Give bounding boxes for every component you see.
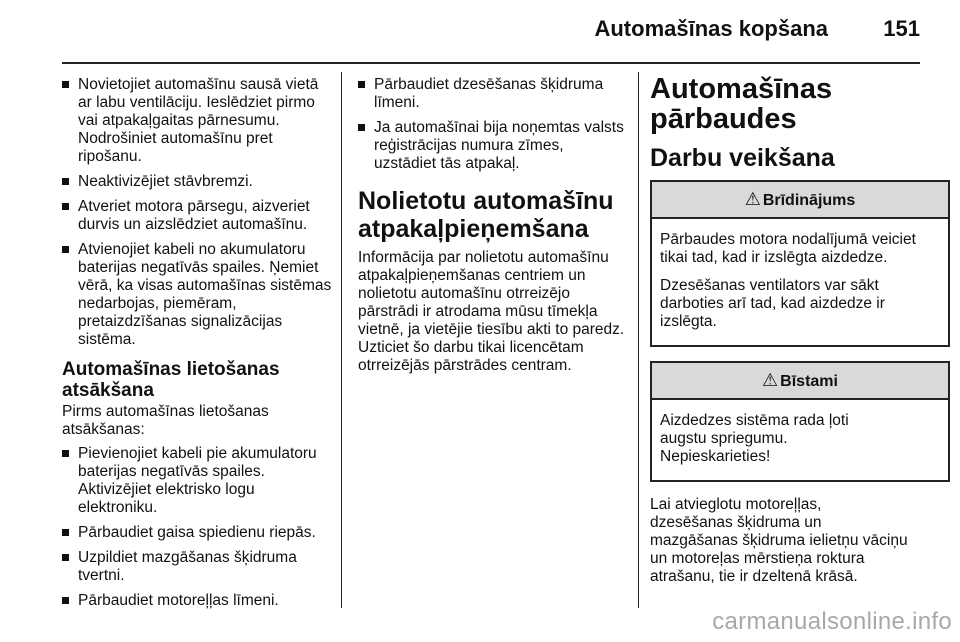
list-item: Novietojiet automašīnu sausā vietā ar labu ventilāciju. Ieslēdziet pirmo vai atpakaļgaitas pārnesumu. Nodrošiniet automašīnu pret ripošanu. bbox=[62, 76, 332, 166]
warning-triangle-icon: ⚠ bbox=[744, 189, 761, 209]
danger-box-header: ⚠ Bīstami bbox=[652, 363, 948, 400]
list-item: Atvienojiet kabeli no akumulatoru baterijas negatīvās spailes. Ņemiet vērā, ka visas automašīnas sistēmas nedarbojas, piemēram, pretaizdzīšanas signalizācijas sistēma. bbox=[62, 241, 332, 349]
header-rule bbox=[62, 62, 920, 64]
square-bullet-icon bbox=[62, 178, 69, 185]
page-number: 151 bbox=[883, 16, 920, 41]
bullet-list bbox=[62, 76, 332, 349]
warning-box-body: Pārbaudes motora nodalījumā veiciet tikai tad, kad ir izslēgta aizdedze. Dzesēšanas ventilators var sākt darboties arī tad, kad aizdedze ir izslēgta. bbox=[660, 231, 916, 330]
list-item: Ja automašīnai bija noņemtas valsts reģistrācijas numura zīmes, uzstādiet tās atpakaļ. bbox=[358, 119, 628, 173]
column-2 bbox=[358, 76, 628, 383]
square-bullet-icon bbox=[358, 81, 365, 88]
square-bullet-icon bbox=[62, 450, 69, 457]
list-item: Neaktivizējiet stāvbremzi. bbox=[62, 173, 332, 191]
square-bullet-icon bbox=[62, 554, 69, 561]
warning-box bbox=[650, 180, 950, 347]
square-bullet-icon bbox=[358, 124, 365, 131]
intro-text: Pirms automašīnas lietošanas atsākšanas: bbox=[62, 403, 269, 438]
watermark: carmanualsonline.info bbox=[712, 608, 952, 635]
list-item: Pārbaudiet dzesēšanas šķidruma līmeni. bbox=[358, 76, 628, 112]
subheading: Automašīnas lietošanas atsākšana bbox=[62, 359, 280, 401]
square-bullet-icon bbox=[62, 597, 69, 604]
warning-box-header: ⚠ Brīdinājums bbox=[652, 182, 948, 219]
list-item: Pievienojiet kabeli pie akumulatoru baterijas negatīvās spailes. Aktivizējiet elektrisko logu elektroniku. bbox=[62, 445, 332, 517]
bullet-list bbox=[358, 76, 628, 173]
danger-box bbox=[650, 361, 950, 482]
list-item: Pārbaudiet motoreļļas līmeni. bbox=[62, 592, 332, 610]
square-bullet-icon bbox=[62, 203, 69, 210]
square-bullet-icon bbox=[62, 246, 69, 253]
chapter-heading: Automašīnas pārbaudes bbox=[650, 73, 833, 135]
section-heading: Nolietotu automašīnu atpakaļpieņemšana bbox=[358, 187, 614, 243]
column-3 bbox=[650, 74, 950, 594]
bullet-list bbox=[62, 445, 332, 610]
body-paragraph: Lai atvieglotu motoreļļas, dzesēšanas šķidruma un mazgāšanas šķidruma ielietņu vāciņu un motoreļas mērstieņa roktura atrašanu, tie ir dzeltenā krāsā. bbox=[650, 496, 908, 585]
column-divider bbox=[638, 72, 639, 608]
list-item: Atveriet motora pārsegu, aizveriet durvis un aizslēdziet automašīnu. bbox=[62, 198, 332, 234]
square-bullet-icon bbox=[62, 529, 69, 536]
warning-triangle-icon: ⚠ bbox=[762, 370, 779, 390]
list-item: Pārbaudiet gaisa spiedienu riepās. bbox=[62, 524, 332, 542]
page-header-title: Automašīnas kopšana bbox=[594, 16, 828, 41]
body-paragraph: Informācija par nolietotu automašīnu atpakaļpieņemšanas centriem un nolietotu automašīnu otrreizējo pārstrādi ir atrodama mūsu tīmekļa vietnē, ja vietējie tiesību akti to paredz. Uzticiet šo darbu tikai licencētam otrreizējās pārstrādes centram. bbox=[358, 249, 625, 374]
list-item: Uzpildiet mazgāšanas šķidruma tvertni. bbox=[62, 549, 332, 585]
section-heading: Darbu veikšana bbox=[650, 144, 835, 172]
column-divider bbox=[341, 72, 342, 608]
danger-box-body: Aizdedzes sistēma rada ļoti augstu spriegumu. Nepieskarieties! bbox=[660, 412, 849, 465]
column-1 bbox=[62, 76, 332, 617]
square-bullet-icon bbox=[62, 81, 69, 88]
